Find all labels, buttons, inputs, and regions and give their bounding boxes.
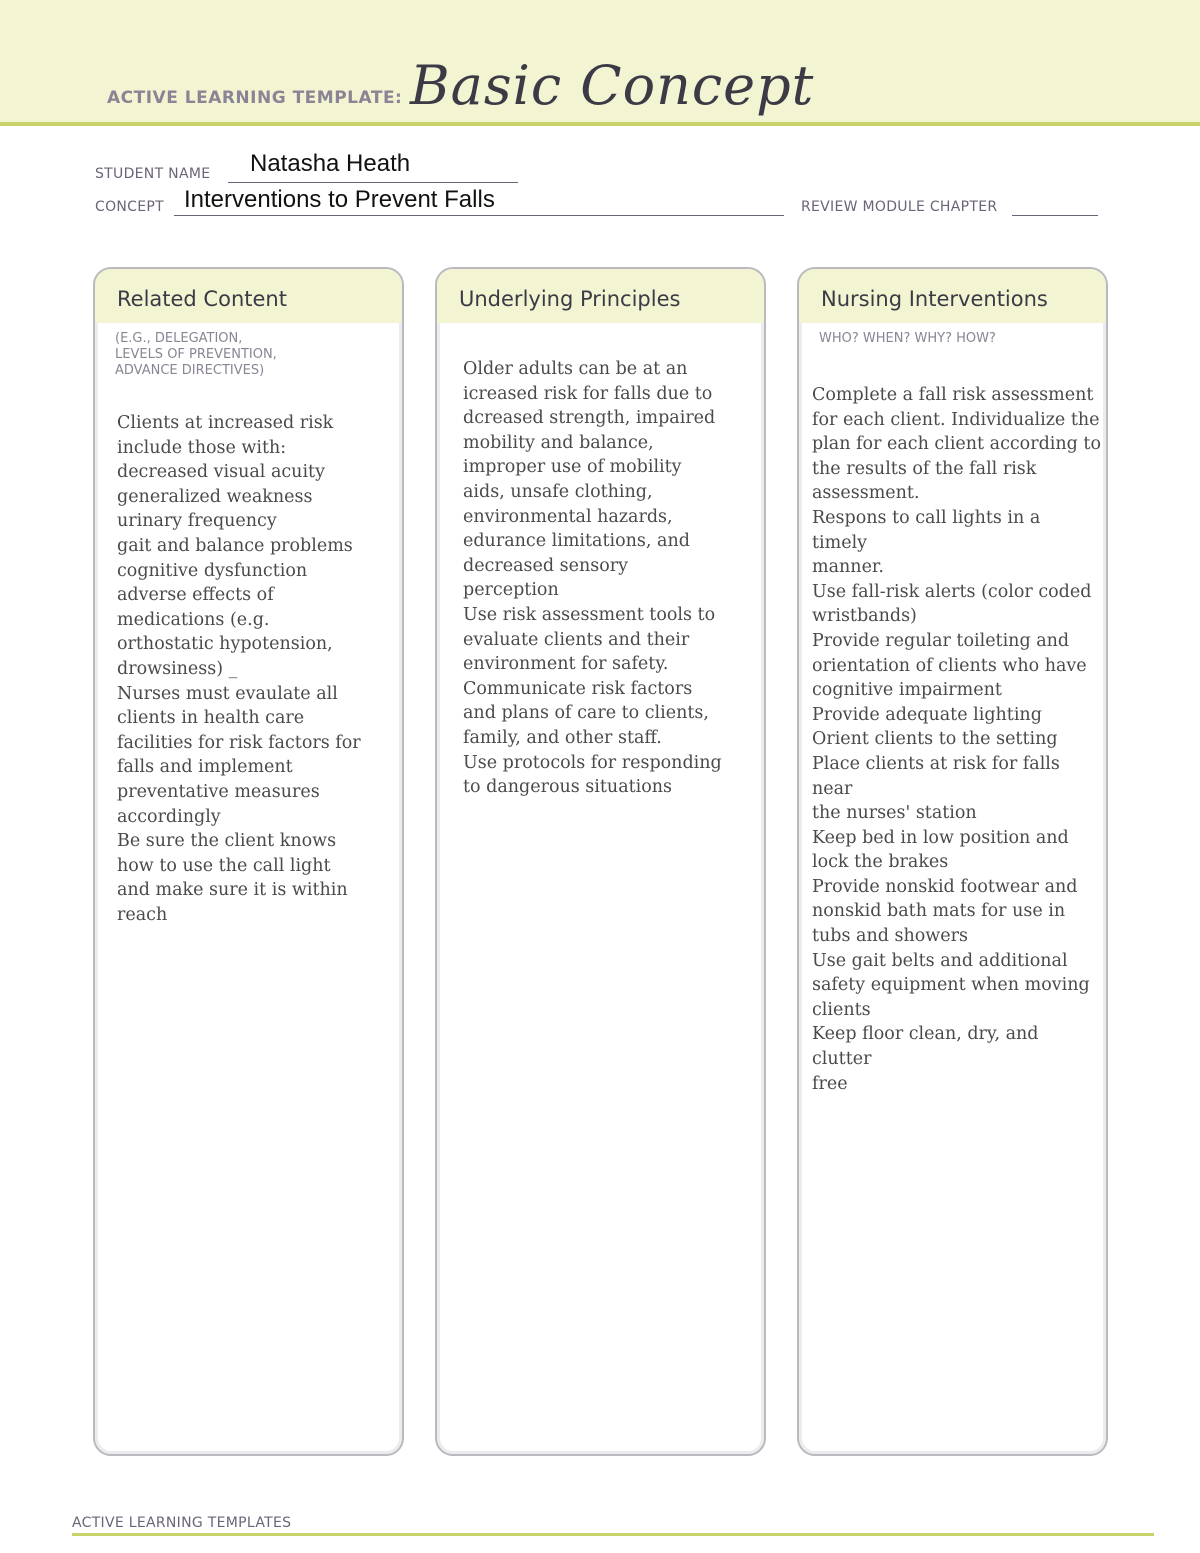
text-line: Complete a fall risk assessment (812, 385, 1094, 405)
text-line: and make sure it is within (117, 880, 348, 901)
text-line: environment for safety. (463, 654, 669, 675)
review-module-label: REVIEW MODULE CHAPTER (801, 199, 998, 215)
related-content-title: Related Content (95, 269, 402, 323)
text-line: assessment. (812, 483, 920, 504)
text-line: Keep floor clean, dry, and (812, 1024, 1039, 1045)
text-line: facilities for risk factors for (117, 732, 361, 753)
text-line: Use gait belts and additional (812, 950, 1068, 971)
hint-line: WHO? WHEN? WHY? HOW? (819, 331, 996, 346)
nursing-interventions-box (797, 267, 1108, 1456)
text-line: Provide regular toileting and (812, 630, 1070, 651)
header-rule (0, 122, 1200, 126)
text-line: timely (812, 532, 868, 553)
student-name-field[interactable]: Natasha Heath (250, 150, 411, 177)
review-module-line (1012, 199, 1098, 216)
text-line: perception (463, 580, 559, 601)
text-line: Respons to call lights in a (812, 507, 1041, 528)
text-line: Orient clients to the setting (812, 729, 1058, 750)
text-line: how to use the call light (117, 855, 331, 876)
text-line: Keep bed in low position and (812, 827, 1069, 848)
underlying-principles-box (435, 267, 766, 1456)
template-label: ACTIVE LEARNING TEMPLATE: (107, 88, 403, 108)
nursing-interventions-hint (799, 331, 1106, 347)
text-line: Older adults can be at an (463, 359, 688, 379)
footer-rule (72, 1533, 1154, 1536)
text-line: and plans of care to clients, (463, 703, 709, 724)
text-line: clients (812, 999, 871, 1020)
text-line: Use protocols for responding (463, 752, 722, 773)
text-line: wristbands) (812, 606, 917, 627)
text-line: cognitive impairment (812, 680, 1002, 701)
hint-line: ADVANCE DIRECTIVES) (115, 363, 265, 378)
text-line: decreased sensory (463, 555, 628, 576)
text-line: manner. (812, 557, 884, 578)
text-line: the results of the fall risk (812, 458, 1037, 479)
text-line: generalized weakness (117, 486, 313, 507)
text-line: for each client. Individualize the (812, 409, 1100, 430)
text-line: cognitive dysfunction (117, 560, 308, 581)
text-line: include those with: (117, 437, 287, 458)
text-line: medications (e.g. (117, 609, 270, 630)
concept-label: CONCEPT (95, 199, 164, 215)
text-line: to dangerous situations (463, 777, 673, 798)
text-line: near (812, 778, 853, 799)
related-content-box (93, 267, 404, 1456)
text-line: Place clients at risk for falls (812, 753, 1060, 774)
text-line: dcreased strength, impaired (463, 408, 716, 429)
text-line: urinary frequency (117, 511, 277, 532)
text-line: clutter (812, 1049, 872, 1070)
text-line: safety equipment when moving (812, 975, 1090, 996)
hint-line: (E.G., DELEGATION, (115, 331, 243, 346)
text-line: Provide nonskid footwear and (812, 876, 1078, 897)
hint-line: LEVELS OF PREVENTION, (115, 347, 277, 362)
text-line: reach (117, 904, 168, 925)
footer-label: ACTIVE LEARNING TEMPLATES (72, 1515, 292, 1531)
text-line: improper use of mobility (463, 457, 682, 478)
text-line: tubs and showers (812, 926, 968, 947)
template-title: Basic Concept (410, 54, 815, 117)
text-line: decreased visual acuity (117, 462, 325, 483)
text-line: nonskid bath mats for use in (812, 901, 1066, 922)
text-line: environmental hazards, (463, 506, 673, 527)
text-line: Use risk assessment tools to (463, 604, 716, 625)
text-line: Clients at increased risk (117, 413, 334, 433)
underlying-principles-title: Underlying Principles (437, 269, 764, 323)
text-line: family, and other staff. (463, 727, 662, 748)
text-line: edurance limitations, and (463, 531, 690, 552)
text-line: the nurses' station (812, 803, 977, 824)
text-line: evaluate clients and their (463, 629, 690, 650)
text-line: plan for each client according to (812, 434, 1101, 455)
text-line: orthostatic hypotension, (117, 634, 333, 655)
related-content-text[interactable] (95, 379, 402, 927)
text-line: aids, unsafe clothing, (463, 481, 653, 502)
text-line: clients in health care (117, 708, 305, 729)
text-line: lock the brakes (812, 852, 949, 873)
text-line: orientation of clients who have (812, 655, 1087, 676)
text-line: Communicate risk factors (463, 678, 693, 699)
text-line: preventative measures (117, 781, 320, 802)
text-line: Nurses must evaulate all (117, 683, 338, 704)
underlying-principles-text[interactable] (437, 323, 764, 800)
student-name-label: STUDENT NAME (95, 166, 211, 182)
text-line: Provide adequate lighting (812, 704, 1042, 725)
text-line: Use fall-risk alerts (color coded (812, 581, 1092, 602)
text-line: falls and implement (117, 757, 293, 778)
concept-field[interactable]: Interventions to Prevent Falls (184, 186, 495, 213)
text-line: accordingly (117, 806, 221, 827)
text-line: Be sure the client knows (117, 831, 337, 852)
text-line: mobility and balance, (463, 432, 654, 453)
text-line: gait and balance problems (117, 535, 353, 556)
text-line: icreased risk for falls due to (463, 383, 713, 404)
nursing-interventions-text[interactable] (799, 347, 1106, 1096)
text-line: drowsiness) _ (117, 658, 238, 679)
text-line: free (812, 1073, 848, 1094)
nursing-interventions-title: Nursing Interventions (799, 269, 1106, 323)
related-content-hint (95, 331, 402, 379)
text-line: adverse effects of (117, 585, 274, 606)
